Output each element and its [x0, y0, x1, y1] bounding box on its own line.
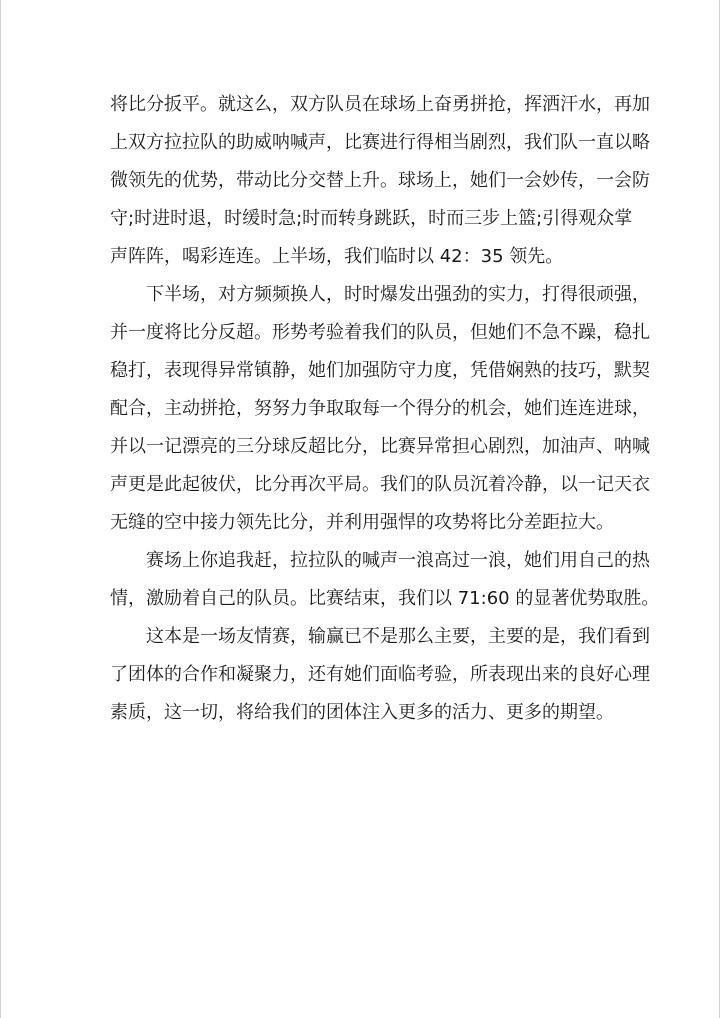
text-line: 无缝的空中接力领先比分，并利用强悍的攻势将比分差距拉大。 — [110, 512, 614, 533]
text-line: 微领先的优势，带动比分交替上升。球场上，她们一会妙传，一会防 — [110, 170, 650, 191]
paragraph-4 — [110, 618, 650, 732]
paragraph-2 — [110, 276, 650, 542]
text-line: 并一度将比分反超。形势考验着我们的队员，但她们不急不躁，稳扎 — [110, 322, 650, 343]
text-line: 上双方拉拉队的助威呐喊声，比赛进行得相当剧烈，我们队一直以略 — [110, 132, 650, 153]
text-line: 情，激励着自己的队员。比赛结束，我们以 71:60 的显著优势取胜。 — [110, 588, 660, 609]
text-line: 配合，主动拼抢，努努力争取取每一个得分的机会，她们连连进球， — [110, 398, 650, 419]
paragraph-1 — [110, 86, 650, 276]
document-body — [110, 86, 660, 732]
paragraph-3 — [110, 542, 660, 618]
text-line: 声更是此起彼伏，比分再次平局。我们的队员沉着冷静，以一记天衣 — [110, 474, 650, 495]
text-line: 素质，这一切，将给我们的团体注入更多的活力、更多的期望。 — [110, 702, 614, 723]
text-line: 赛场上你追我赶，拉拉队的喊声一浪高过一浪，她们用自己的热 — [146, 550, 650, 571]
text-line: 这本是一场友情赛，输赢已不是那么主要，主要的是，我们看到 — [146, 626, 650, 647]
text-line: 下半场，对方频频换人，时时爆发出强劲的实力，打得很顽强， — [146, 284, 650, 305]
text-line: 守;时进时退，时缓时急;时而转身跳跃，时而三步上篮;引得观众掌 — [110, 208, 633, 229]
text-line: 稳打，表现得异常镇静，她们加强防守力度，凭借娴熟的技巧，默契 — [110, 360, 650, 381]
text-line: 将比分扳平。就这么，双方队员在球场上奋勇拼抢，挥洒汗水，再加 — [110, 94, 650, 115]
text-line: 并以一记漂亮的三分球反超比分，比赛异常担心剧烈，加油声、呐喊 — [110, 436, 650, 457]
text-line: 声阵阵，喝彩连连。上半场，我们临时以 42：35 领先。 — [110, 246, 564, 267]
text-line: 了团体的合作和凝聚力，还有她们面临考验，所表现出来的良好心理 — [110, 664, 650, 685]
